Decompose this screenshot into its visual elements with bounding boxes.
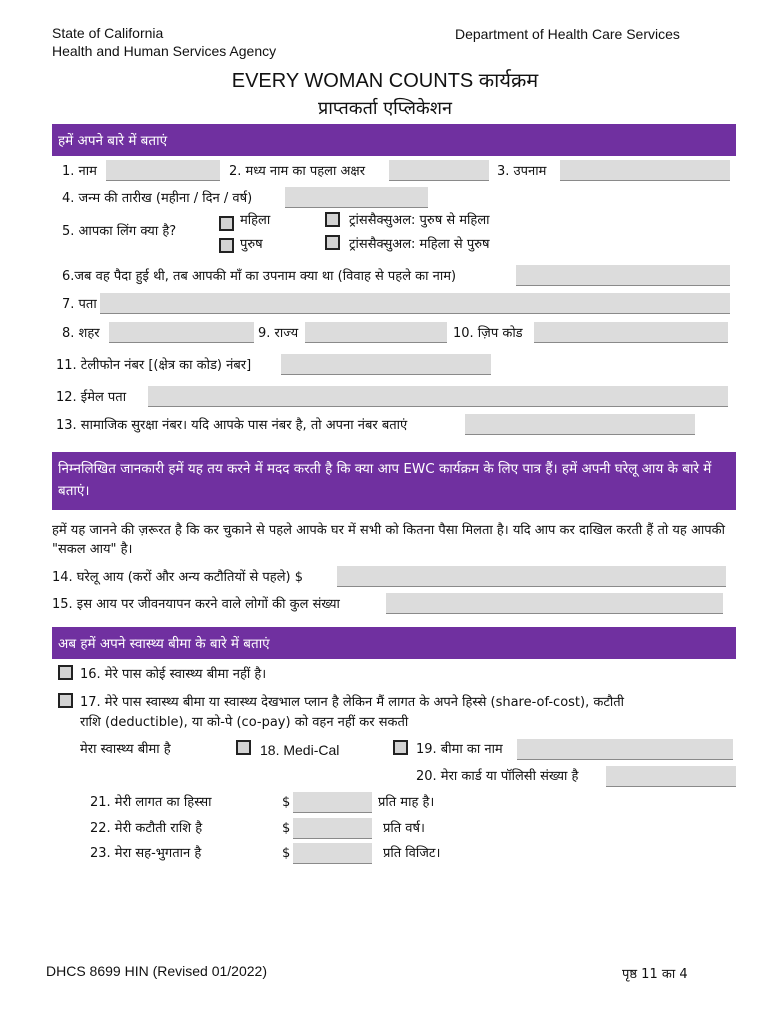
gender-male-checkbox[interactable] <box>219 238 234 253</box>
no-insurance-label: 16. मेरे पास कोई स्वास्थ्य बीमा नहीं है। <box>80 667 267 682</box>
other-insurance-checkbox[interactable] <box>393 740 408 755</box>
middle-initial-label: 2. मध्य नाम का पहला अक्षर <box>229 164 366 179</box>
ssn-label: 13. सामाजिक सुरक्षा नंबर। यदि आपके पास नंबर है, तो अपना नंबर बताएं <box>56 418 408 433</box>
policy-number-label: 20. मेरा कार्ड या पॉलिसी संख्या है <box>416 769 579 784</box>
household-income-field[interactable] <box>337 566 726 587</box>
policy-number-field[interactable] <box>606 766 736 787</box>
per-month-label: प्रति माह है। <box>378 795 435 810</box>
mother-maiden-name-field[interactable] <box>516 265 730 286</box>
state-field-label: 9. राज्य <box>258 326 299 341</box>
share-of-cost-label: 21. मेरी लागत का हिस्सा <box>90 795 212 810</box>
first-name-field[interactable] <box>106 160 220 181</box>
gender-male-label: पुरुष <box>240 237 263 252</box>
deductible-dollar: $ <box>282 821 291 836</box>
form-id: DHCS 8699 HIN (Revised 01/2022) <box>46 963 267 979</box>
gender-trans-fm-label: ट्रांससैक्सुअल: महिला से पुरुष <box>349 237 490 252</box>
birthdate-label: 4. जन्म की तारीख (महीना / दिन / वर्ष) <box>62 191 253 206</box>
insurance-name-label: 19. बीमा का नाम <box>416 742 503 757</box>
birthdate-field[interactable] <box>285 187 428 208</box>
deductible-label: 22. मेरी कटौती राशि है <box>90 821 203 836</box>
deductible-field[interactable] <box>293 818 372 839</box>
gender-female-checkbox[interactable] <box>219 216 234 231</box>
section-heading-insurance: अब हमें अपने स्वास्थ्य बीमा के बारे में बताएं <box>52 627 736 659</box>
insurance-name-field[interactable] <box>517 739 733 760</box>
agency-label: Health and Human Services Agency <box>52 43 277 59</box>
page-title: EVERY WOMAN COUNTS कार्यक्रम <box>231 70 539 92</box>
copay-label: 23. मेरा सह-भुगतान है <box>90 846 202 861</box>
city-label: 8. शहर <box>62 326 100 341</box>
medi-cal-checkbox[interactable] <box>236 740 251 755</box>
last-name-label: 3. उपनाम <box>497 164 547 179</box>
no-insurance-checkbox[interactable] <box>58 665 73 680</box>
zip-label: 10. ज़िप कोड <box>453 326 523 341</box>
gender-female-label: महिला <box>240 213 271 228</box>
household-income-label: 14. घरेलू आय (करों और अन्य कटौतियों से पहले) $ <box>52 570 303 585</box>
phone-label: 11. टेलीफोन नंबर [(क्षेत्र का कोड) नंबर] <box>56 358 252 373</box>
share-of-cost-dollar: $ <box>282 795 291 810</box>
state-field[interactable] <box>305 322 447 343</box>
gender-trans-mf-checkbox[interactable] <box>325 212 340 227</box>
address-label: 7. पता <box>62 297 97 312</box>
first-name-label: 1. नाम <box>62 164 97 179</box>
section-heading-income: निम्नलिखित जानकारी हमें यह तय करने में मदद करती है कि क्या आप EWC कार्यक्रम के लिए पात्र हैं। हमें अपनी घरेलू आय के बारे में बताएं। <box>52 452 736 510</box>
medi-cal-label: 18. Medi-Cal <box>260 742 340 758</box>
section-heading-about-you: हमें अपने बारे में बताएं <box>52 124 736 156</box>
mother-maiden-name-label: 6.जब वह पैदा हुई थी, तब आपकी माँ का उपनाम क्या था (विवाह से पहले का नाम) <box>62 269 457 284</box>
household-size-field[interactable] <box>386 593 723 614</box>
cannot-afford-checkbox[interactable] <box>58 693 73 708</box>
page-subtitle: प्राप्तकर्ता एप्लिकेशन <box>318 98 452 119</box>
ssn-field[interactable] <box>465 414 695 435</box>
cannot-afford-label-line1: 17. मेरे पास स्वास्थ्य बीमा या स्वास्थ्य देखभाल प्लान है लेकिन मैं लागत के अपने हिस्से (share-of-cost), कटौती <box>80 695 625 710</box>
gender-label: 5. आपका लिंग क्या है? <box>62 224 177 239</box>
page-number: पृष्ठ 11 का 4 <box>622 967 688 982</box>
per-year-label: प्रति वर्ष। <box>383 821 425 836</box>
department-label: Department of Health Care Services <box>455 26 680 42</box>
cannot-afford-label-line2: राशि (deductible), या को-पे (co-pay) को वहन नहीं कर सकती <box>80 715 409 730</box>
household-size-label: 15. इस आय पर जीवनयापन करने वाले लोगों की कुल संख्या <box>52 597 340 612</box>
email-field[interactable] <box>148 386 728 407</box>
gender-trans-fm-checkbox[interactable] <box>325 235 340 250</box>
last-name-field[interactable] <box>560 160 730 181</box>
city-field[interactable] <box>109 322 254 343</box>
gender-trans-mf-label: ट्रांससैक्सुअल: पुरुष से महिला <box>349 213 490 228</box>
middle-initial-field[interactable] <box>389 160 489 181</box>
phone-field[interactable] <box>281 354 491 375</box>
email-label: 12. ईमेल पता <box>56 390 127 405</box>
address-field[interactable] <box>100 293 730 314</box>
my-insurance-label: मेरा स्वास्थ्य बीमा है <box>80 742 171 757</box>
income-intro-text: हमें यह जानने की ज़रूरत है कि कर चुकाने से पहले आपके घर में सभी को कितना पैसा मिलता है। यदि आप कर दाखिल करती हैं तो यह आपकी "सकल आय" है। <box>52 523 725 557</box>
share-of-cost-field[interactable] <box>293 792 372 813</box>
copay-field[interactable] <box>293 843 372 864</box>
state-label: State of California <box>52 25 164 41</box>
copay-dollar: $ <box>282 846 291 861</box>
per-visit-label: प्रति विजिट। <box>383 846 441 861</box>
zip-field[interactable] <box>534 322 728 343</box>
